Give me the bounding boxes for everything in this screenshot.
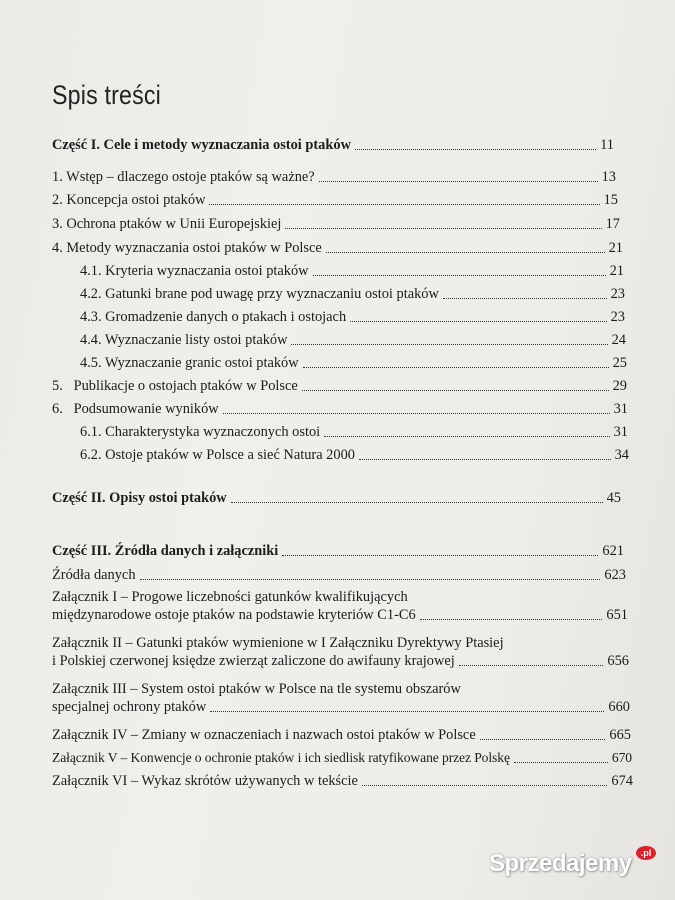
toc-entry-part-1 xyxy=(0,136,675,154)
toc-subentry xyxy=(0,308,675,326)
dot-leader xyxy=(313,274,606,276)
toc-entry xyxy=(0,377,675,395)
toc-entry xyxy=(0,400,675,418)
toc-entry-label: 4.3. Gromadzenie danych o ptakach i ostojach xyxy=(80,309,347,325)
dot-leader xyxy=(303,366,609,368)
toc-entry-page: 11 xyxy=(600,137,614,153)
toc-entry-page: 621 xyxy=(602,543,624,559)
toc-entry xyxy=(0,191,675,209)
toc-entry-label: 4.2. Gatunki brane pod uwagę przy wyznaczaniu ostoi ptaków xyxy=(80,286,439,302)
toc-entry-label: międzynarodowe ostoje ptaków na podstawie kryteriów C1-C6 xyxy=(52,607,416,623)
toc-entry-page: 21 xyxy=(608,240,623,256)
toc-entry xyxy=(0,239,675,257)
toc-entry-label: Załącznik IV – Zmiany w oznaczeniach i nazwach ostoi ptaków w Polsce xyxy=(52,727,476,743)
toc-entry-label: 4. Metody wyznaczania ostoi ptaków w Polsce xyxy=(52,240,322,256)
toc-entry-page: 34 xyxy=(614,447,629,463)
toc-entry-page: 651 xyxy=(606,607,628,623)
toc-subentry xyxy=(0,423,675,441)
toc-entry-page: 25 xyxy=(612,355,627,371)
toc-entry-label: 4.1. Kryteria wyznaczania ostoi ptaków xyxy=(80,263,309,279)
dot-leader xyxy=(420,618,603,620)
toc-entry-page: 21 xyxy=(609,263,624,279)
dot-leader xyxy=(210,710,604,712)
toc-entry-label: 4.4. Wyznaczanie listy ostoi ptaków xyxy=(80,332,288,348)
toc-entry-part-3 xyxy=(0,542,675,560)
toc-subentry xyxy=(0,354,675,372)
toc-subentry xyxy=(0,331,675,349)
toc-entry-page: 674 xyxy=(611,773,633,789)
dot-leader xyxy=(362,784,608,786)
toc-entry xyxy=(0,749,675,767)
toc-entry xyxy=(0,566,675,584)
toc-entry-page: 17 xyxy=(605,216,620,232)
toc-entry-two-line xyxy=(0,588,675,624)
dot-leader xyxy=(350,320,606,322)
toc-entry-label-line1: Załącznik III – System ostoi ptaków w Polsce na tle systemu obszarów xyxy=(52,681,461,697)
dot-leader xyxy=(140,578,601,580)
toc-entry-page: 24 xyxy=(611,332,626,348)
toc-entry-page: 23 xyxy=(610,286,625,302)
dot-leader xyxy=(480,738,606,740)
dot-leader xyxy=(282,554,598,556)
dot-leader xyxy=(359,458,611,460)
toc-entry xyxy=(0,772,675,790)
dot-leader xyxy=(324,435,609,437)
toc-entry-part-2 xyxy=(0,489,675,507)
toc-entry-label: 1. Wstęp – dlaczego ostoje ptaków są ważne? xyxy=(52,169,315,185)
toc-subentry xyxy=(0,262,675,280)
toc-entry-label-line1: Załącznik II – Gatunki ptaków wymienione w I Załączniku Dyrektywy Ptasiej xyxy=(52,635,504,651)
page-title: Spis treści xyxy=(52,80,161,110)
toc-subentry xyxy=(0,285,675,303)
toc-entry-label: 6.1. Charakterystyka wyznaczonych ostoi xyxy=(80,424,321,440)
toc-entry-label-line1: Załącznik I – Progowe liczebności gatunków kwalifikujących xyxy=(52,589,408,605)
toc-entry-label: 6.2. Ostoje ptaków w Polsce a sieć Natura 2000 xyxy=(80,447,355,463)
toc-entry xyxy=(0,168,675,186)
dot-leader xyxy=(326,251,605,253)
toc-entry-page: 31 xyxy=(613,401,628,417)
toc-entry-page: 660 xyxy=(608,699,630,715)
toc-entry-label: Część III. Źródła danych i załączniki xyxy=(52,543,279,559)
toc-subentry xyxy=(0,446,675,464)
toc-entry-label: Część II. Opisy ostoi ptaków xyxy=(52,490,227,506)
watermark-logo: Sprzedajemy xyxy=(489,850,632,877)
dot-leader xyxy=(459,664,604,666)
toc-entry-label: 2. Koncepcja ostoi ptaków xyxy=(52,192,206,208)
toc-entry-label: Część I. Cele i metody wyznaczania ostoi ptaków xyxy=(52,137,351,153)
dot-leader xyxy=(209,203,599,205)
dot-leader xyxy=(231,501,603,503)
toc-entry-page: 623 xyxy=(604,567,626,583)
toc-entry-page: 31 xyxy=(613,424,628,440)
toc-entry-page: 670 xyxy=(611,750,632,765)
toc-entry xyxy=(0,726,675,744)
dot-leader xyxy=(302,389,609,391)
toc-entry-label: 6. Podsumowanie wyników xyxy=(52,401,219,417)
watermark-logo-badge: .pl xyxy=(636,846,656,860)
toc-entry-page: 29 xyxy=(612,378,627,394)
toc-entry-page: 23 xyxy=(610,309,625,325)
toc-entry-label: 3. Ochrona ptaków w Unii Europejskiej xyxy=(52,216,282,232)
dot-leader xyxy=(291,343,607,345)
toc-entry-label: Źródła danych xyxy=(52,567,136,583)
dot-leader xyxy=(223,412,610,414)
toc-entry-page: 665 xyxy=(609,727,631,743)
toc-entry-label: i Polskiej czerwonej księdze zwierząt zaliczone do awifauny krajowej xyxy=(52,653,455,669)
toc-entry-label: Załącznik V – Konwencje o ochronie ptaków i ich siedlisk ratyfikowane przez Polskę xyxy=(52,750,510,765)
toc-entry-label: 5. Publikacje o ostojach ptaków w Polsce xyxy=(52,378,298,394)
toc-entry xyxy=(0,215,675,233)
toc-entry-label: Załącznik VI – Wykaz skrótów używanych w tekście xyxy=(52,773,358,789)
toc-entry-page: 45 xyxy=(606,490,621,506)
toc-entry-label: 4.5. Wyznaczanie granic ostoi ptaków xyxy=(80,355,299,371)
toc-entry-two-line xyxy=(0,634,675,670)
dot-leader xyxy=(319,180,598,182)
dot-leader xyxy=(443,297,607,299)
toc-entry-two-line xyxy=(0,680,675,716)
dot-leader xyxy=(355,148,596,150)
toc-entry-page: 656 xyxy=(607,653,629,669)
toc-entry-page: 13 xyxy=(601,169,616,185)
toc-entry-label: specjalnej ochrony ptaków xyxy=(52,699,207,715)
toc-entry-page: 15 xyxy=(603,192,618,208)
dot-leader xyxy=(285,227,601,229)
dot-leader xyxy=(514,761,608,763)
